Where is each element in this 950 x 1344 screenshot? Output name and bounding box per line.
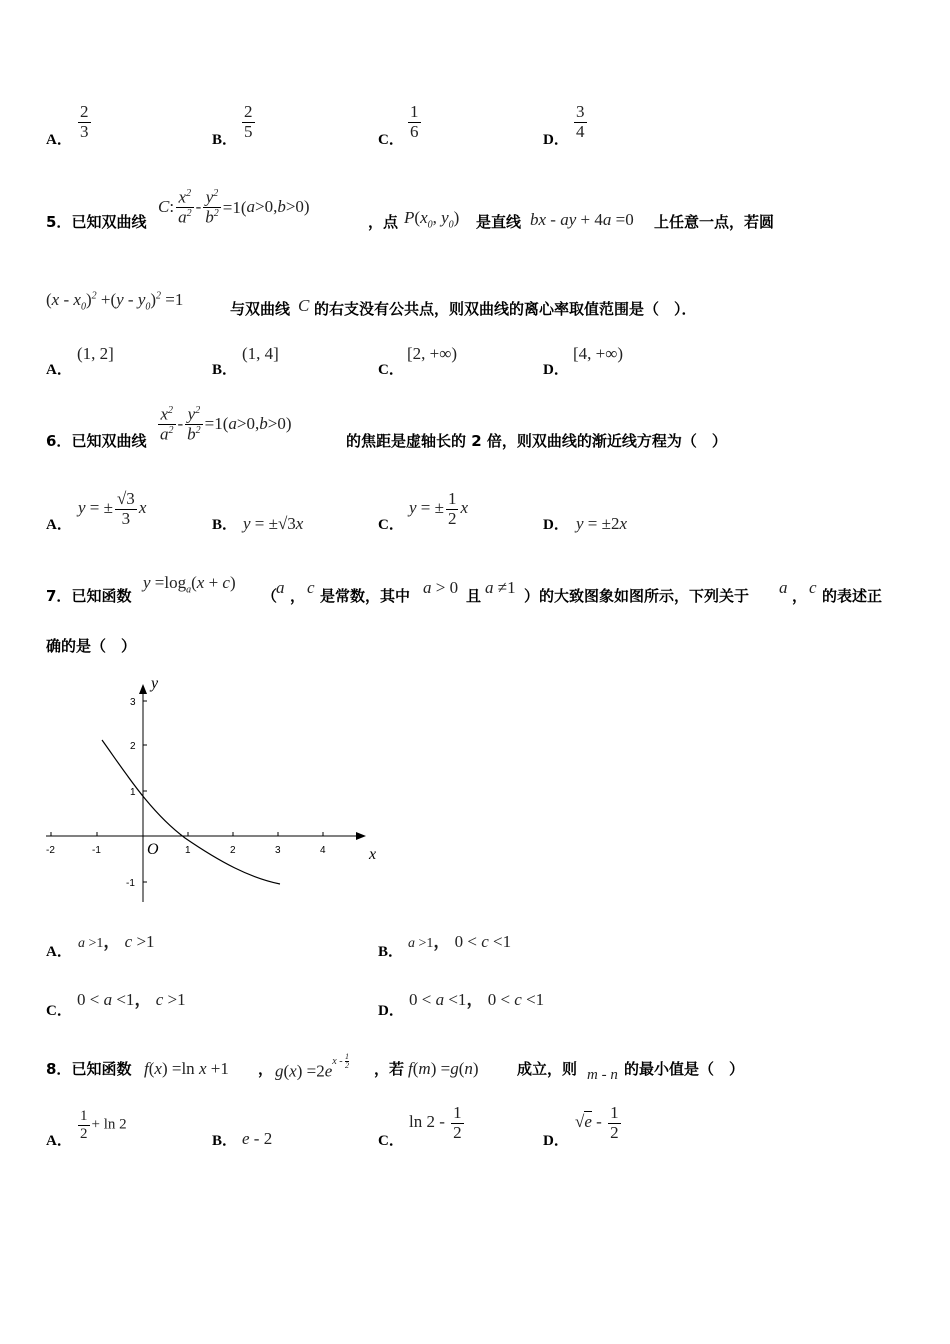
q5-circle-formula: $(x - x_0)^2 +(y - y_0)^2 =1$	[46, 290, 184, 313]
q5-text-2: ，点	[368, 213, 399, 231]
q6-text-1: 已知双曲线	[71, 432, 147, 450]
q7-line1-start	[46, 585, 131, 606]
q7-option-d-value: 0 < a <1， 0 < c <1	[409, 990, 545, 1009]
q7-text-6: ）的大致图象如图所示，下列关于	[524, 587, 750, 605]
q5-option-a-label: A．	[46, 362, 72, 378]
q6-number: 6．	[46, 432, 72, 450]
q7-text-8: 的表述正	[822, 587, 883, 605]
q5-text-4: 上任意一点，若圆	[654, 213, 775, 231]
q7-curve	[102, 740, 280, 884]
q8-option-b-label: B．	[212, 1133, 238, 1149]
q4-d-num: 3	[576, 102, 585, 121]
q7-text-9: 确的是（ ）	[46, 637, 137, 655]
q5-text-3: 是直线	[476, 213, 522, 231]
q8-option-a-label: A．	[46, 1133, 72, 1149]
q8-number: 8．	[46, 1060, 72, 1078]
q5-option-d-label: D．	[543, 362, 569, 378]
q7-option-c-value: 0 < a <1， c >1	[77, 990, 186, 1009]
q4-option-a-label: A．	[46, 132, 72, 148]
q7-y-tick-1: 2	[130, 741, 136, 752]
q5-option-c-label: C．	[378, 362, 404, 378]
q7-option-c-label: C．	[46, 1003, 72, 1019]
q5-line-formula: bx - ay + 4a =0	[530, 210, 634, 229]
q7-option-a-value: a >1， c >1	[78, 932, 155, 951]
q6-option-a-value: y = ± $\frac{√3}{3}$ x	[78, 489, 147, 528]
q7-cond-a-ne1: a ≠1	[485, 578, 516, 597]
q8-equation: f(m) =g(n)	[408, 1059, 479, 1078]
q7-option-b-label: B．	[378, 944, 404, 960]
q5-text-5: 与双曲线	[230, 300, 291, 318]
q7-x-tick-2: 1	[185, 845, 191, 856]
q6-line1	[46, 430, 146, 451]
q4-option-b-label: B．	[212, 132, 238, 148]
q6-option-d-value: y = ±2x	[576, 514, 628, 533]
q6-text-2: 的焦距是虚轴长的 2 倍，则双曲线的渐近线方程为（ ）	[346, 432, 727, 450]
q8-text-2: ，	[258, 1060, 274, 1078]
q8-option-c-value: ln 2 - $\frac{1}{2}$	[409, 1103, 462, 1142]
q4-option-c-value	[408, 103, 421, 141]
q6-option-c-value: y = ± $\frac{1}{2}$ x	[409, 489, 469, 528]
q7-function-formula: $y =\log_a(x + c)$	[143, 573, 236, 596]
q7-var-c: c	[307, 578, 315, 597]
q7-text-4: 是常数，其中	[320, 587, 411, 605]
q7-text-3: ，	[290, 587, 306, 605]
q8-option-a-value: $\frac{1}{2}$ + ln 2	[80, 1108, 127, 1142]
q5-number: 5．	[46, 213, 72, 231]
q5-var-c: C	[298, 296, 310, 315]
q4-b-num: 2	[244, 102, 253, 121]
q5-text-6: 的右支没有公共点，则双曲线的离心率取值范围是（ ）．	[314, 300, 697, 318]
q4-d-den: 4	[576, 121, 585, 141]
q8-text-4: 成立，则	[517, 1060, 578, 1078]
q4-option-d-label: D．	[543, 132, 569, 148]
q4-a-den: 3	[80, 121, 89, 141]
q6-option-b-label: B．	[212, 517, 238, 533]
q7-x-tick-0: -2	[46, 845, 55, 856]
q4-option-a-value	[78, 103, 91, 141]
q8-m-minus-n: m - n	[587, 1067, 618, 1083]
q6-option-d-label: D．	[543, 517, 569, 533]
q7-var-a: a	[276, 578, 285, 597]
q6-option-c-label: C．	[378, 517, 404, 533]
q8-text-1: 已知函数	[71, 1060, 132, 1078]
q7-x-tick-3: 2	[230, 845, 236, 856]
q5-option-c-value: [2, +∞)	[407, 344, 458, 363]
q7-x-arrow-icon	[356, 832, 366, 840]
q7-number: 7．	[46, 587, 72, 605]
q7-text-1: 已知函数	[71, 587, 132, 605]
q7-x-tick-5: 4	[320, 845, 326, 856]
q8-option-d-label: D．	[543, 1133, 569, 1149]
q7-text-2: （	[262, 587, 278, 605]
q7-y-tick-0: 3	[130, 697, 136, 708]
q7-var-c-2: c	[809, 578, 817, 597]
q7-y-label: y	[151, 675, 159, 692]
q6-option-b-value: y = ±√3x	[243, 514, 304, 533]
q5-option-a-value: (1, 2]	[77, 344, 114, 363]
q7-option-b-value: a >1， 0 < c <1	[408, 932, 512, 951]
q5-option-b-value: (1, 4]	[242, 344, 279, 363]
q4-option-d-value	[574, 103, 587, 141]
q8-line1-start	[46, 1058, 131, 1079]
q8-option-c-label: C．	[378, 1133, 404, 1149]
q7-y-tick-3: -1	[126, 878, 135, 889]
q8-g-formula: $g(x) =2e^{x - \frac{1}{2}}$	[275, 1052, 350, 1081]
q7-x-label: x	[369, 846, 377, 863]
q8-text-3: ，若	[374, 1060, 405, 1078]
q5-point-formula: $P(x_0$, $y_0$)	[404, 208, 460, 231]
q7-x-tick-4: 3	[275, 845, 281, 856]
q5-text-1: 已知双曲线	[71, 213, 147, 231]
q7-x-tick-1: -1	[92, 845, 101, 856]
q7-y-tick-2: 1	[130, 787, 136, 798]
q8-f-formula: f(x) =ln x +1	[144, 1059, 229, 1078]
q7-text-5: 且	[466, 587, 482, 605]
q4-a-num: 2	[80, 102, 89, 121]
q7-graph	[40, 672, 385, 907]
q7-var-a-2: a	[779, 578, 788, 597]
q8-option-d-value: √e - $\frac{1}{2}$	[575, 1103, 619, 1142]
q5-hyperbola-formula: C: $\frac{x^2}{a^2}$ - $\frac{y^2}{b^2}$ =1(a>0,b>0)	[158, 187, 310, 227]
q5-option-b-label: B．	[212, 362, 238, 378]
q4-option-b-value	[242, 103, 255, 141]
q8-option-b-value: e - 2	[242, 1129, 273, 1148]
q7-text-7: ，	[792, 587, 808, 605]
q4-c-num: 1	[410, 102, 419, 121]
q5-line1	[46, 211, 146, 232]
q6-hyperbola-formula: $\frac{x^2}{a^2}$ - $\frac{y^2}{b^2}$ =1(a>0,b>0)	[160, 404, 292, 444]
q6-option-a-label: A．	[46, 517, 72, 533]
q7-option-d-label: D．	[378, 1003, 404, 1019]
q4-option-c-label: C．	[378, 132, 404, 148]
q5-option-d-value: [4, +∞)	[573, 344, 624, 363]
q7-origin-label: O	[147, 841, 159, 858]
q7-option-a-label: A．	[46, 944, 72, 960]
q7-y-arrow-icon	[139, 684, 147, 694]
q4-c-den: 6	[410, 121, 419, 141]
q4-b-den: 5	[244, 121, 253, 141]
q8-text-5: 的最小值是（ ）	[624, 1060, 745, 1078]
q7-cond-a-pos: a > 0	[423, 578, 459, 597]
